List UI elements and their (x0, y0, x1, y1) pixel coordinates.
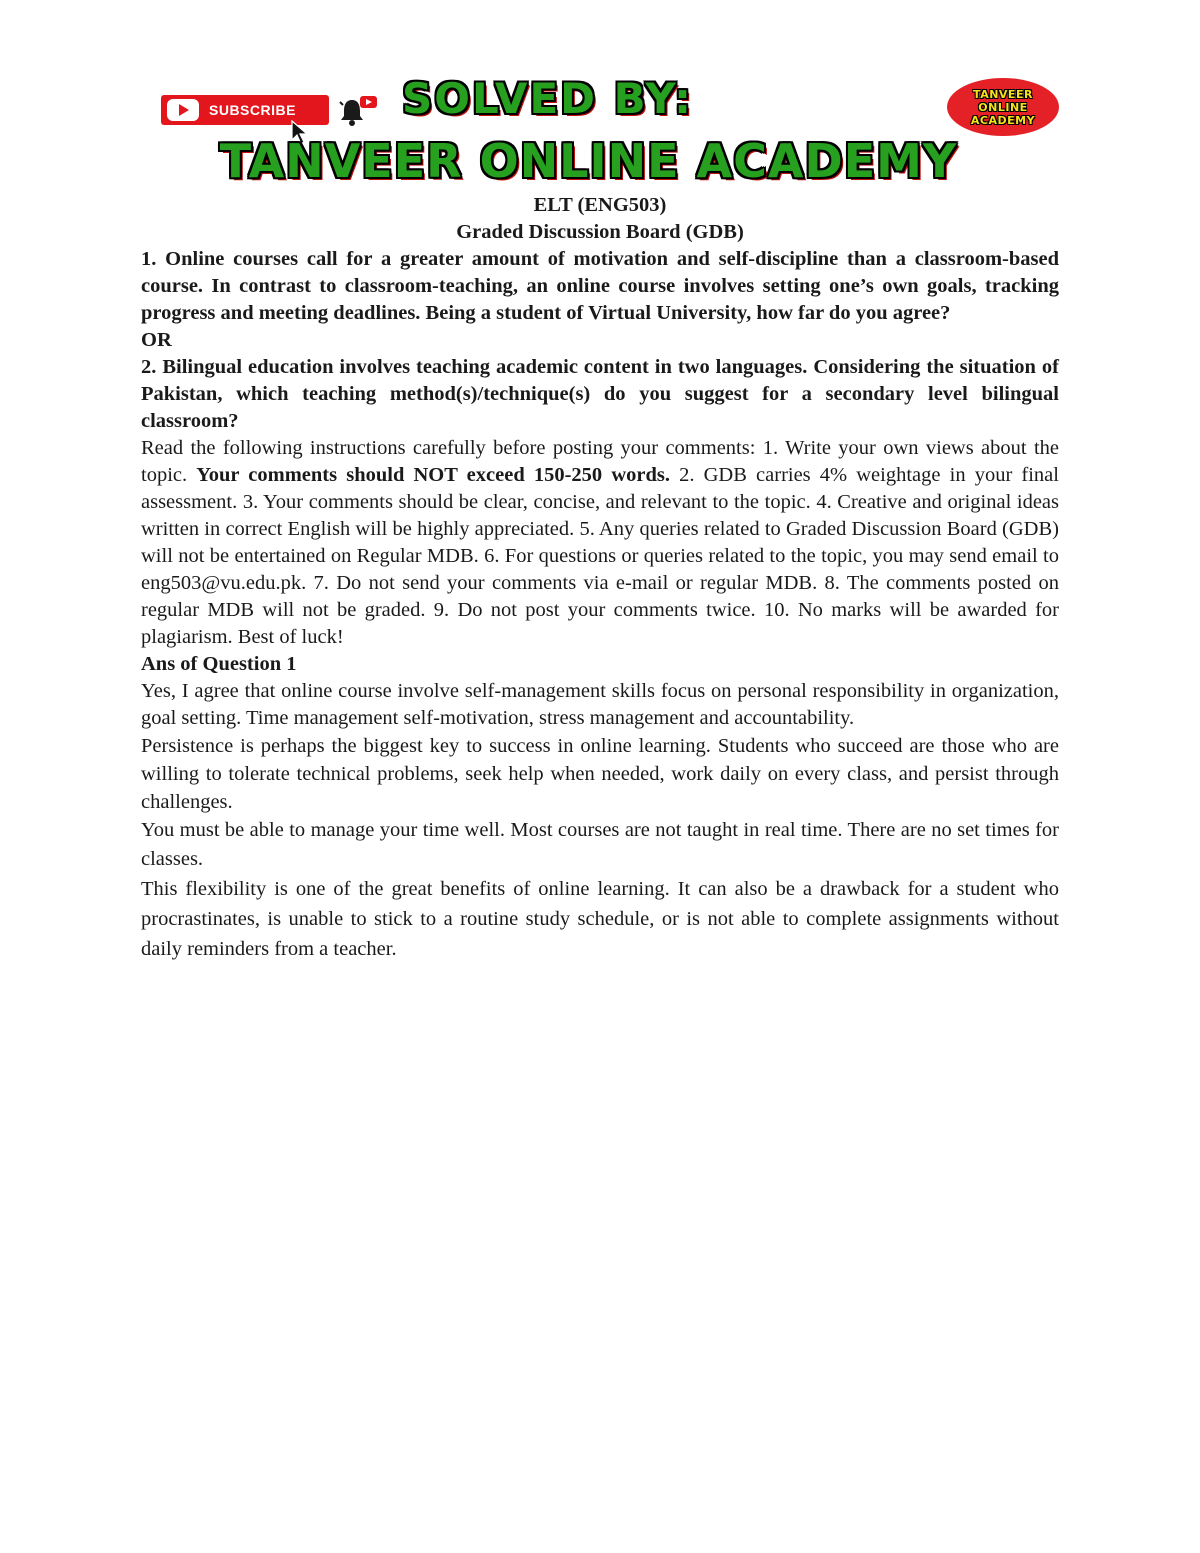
instructions-paragraph (141, 435, 1059, 651)
solved-by-heading: SOLVED BY: (402, 74, 693, 123)
question-1: 1. Online courses call for a greater amount of motivation and self-discipline than a classroom-based course. In contrast to classroom-teaching, an online course involves setting one’s own goals, tracking progress and meeting deadlines. Being a student of Virtual University, how far do you agree? (141, 248, 1059, 324)
gdb-title: Graded Discussion Board (GDB) (456, 221, 744, 243)
course-title: ELT (ENG503) (533, 194, 667, 216)
answer-paragraph: Yes, I agree that online course involve self-management skills focus on personal responsibility in organization, goal setting. Time management self-motivation, stress management and accountability. (141, 680, 1059, 729)
document-body (141, 192, 1059, 964)
instructions-text: 2. GDB carries 4% weightage in your final assessment. 3. Your comments should be clear, concise, and relevant to the topic. 4. Creative and original ideas written in correct English will be highly appreciated. 5. Any queries related to Graded Discussion Board (GDB) will not be entertained on Regular MDB. 6. For questions or queries related to the topic, you may send email to eng503@vu.edu.pk. 7. Do not send your comments via e-mail or regular MDB. 8. The comments posted on regular MDB will not be graded. 9. Do not post your comments twice. 10. No marks will be awarded for plagiarism. Best of luck! (141, 464, 1059, 648)
question-2: 2. Bilingual education involves teaching academic content in two languages. Considering the situation of Pakistan, which teaching method(s)/technique(s) do you suggest for a secondary level bilingual classroom? (141, 356, 1059, 432)
bell-icon (338, 94, 378, 128)
seal-line: ONLINE (978, 100, 1028, 114)
answer-paragraph: Persistence is perhaps the biggest key to success in online learning. Students who succeed are those who are willing to tolerate technical problems, seek help when needed, work daily on every class, and persist through challenges. (141, 735, 1059, 813)
instructions-text: Read the following instructions carefully before posting your comments: 1. Write your own views about the topic. (141, 437, 1059, 486)
academy-seal (947, 78, 1059, 136)
subscribe-label: SUBSCRIBE (209, 102, 296, 118)
word-limit-note: Your comments should NOT exceed 150-250 words. (196, 464, 670, 486)
header-banner (140, 70, 1060, 195)
answer-paragraph: You must be able to manage your time well. Most courses are not taught in real time. There are no set times for classes. (141, 819, 1059, 870)
youtube-play-icon (167, 99, 199, 121)
answer-paragraph: This flexibility is one of the great benefits of online learning. It can also be a drawback for a student who procrastinates, is unable to stick to a routine study schedule, or is not able to complete assignments without daily reminders from a teacher. (141, 878, 1059, 960)
seal-line: ACADEMY (970, 113, 1036, 127)
answer-heading: Ans of Question 1 (141, 653, 297, 675)
or-separator: OR (141, 329, 172, 351)
seal-line: TANVEER (973, 87, 1033, 101)
academy-name-heading: TANVEER ONLINE ACADEMY (219, 134, 958, 188)
